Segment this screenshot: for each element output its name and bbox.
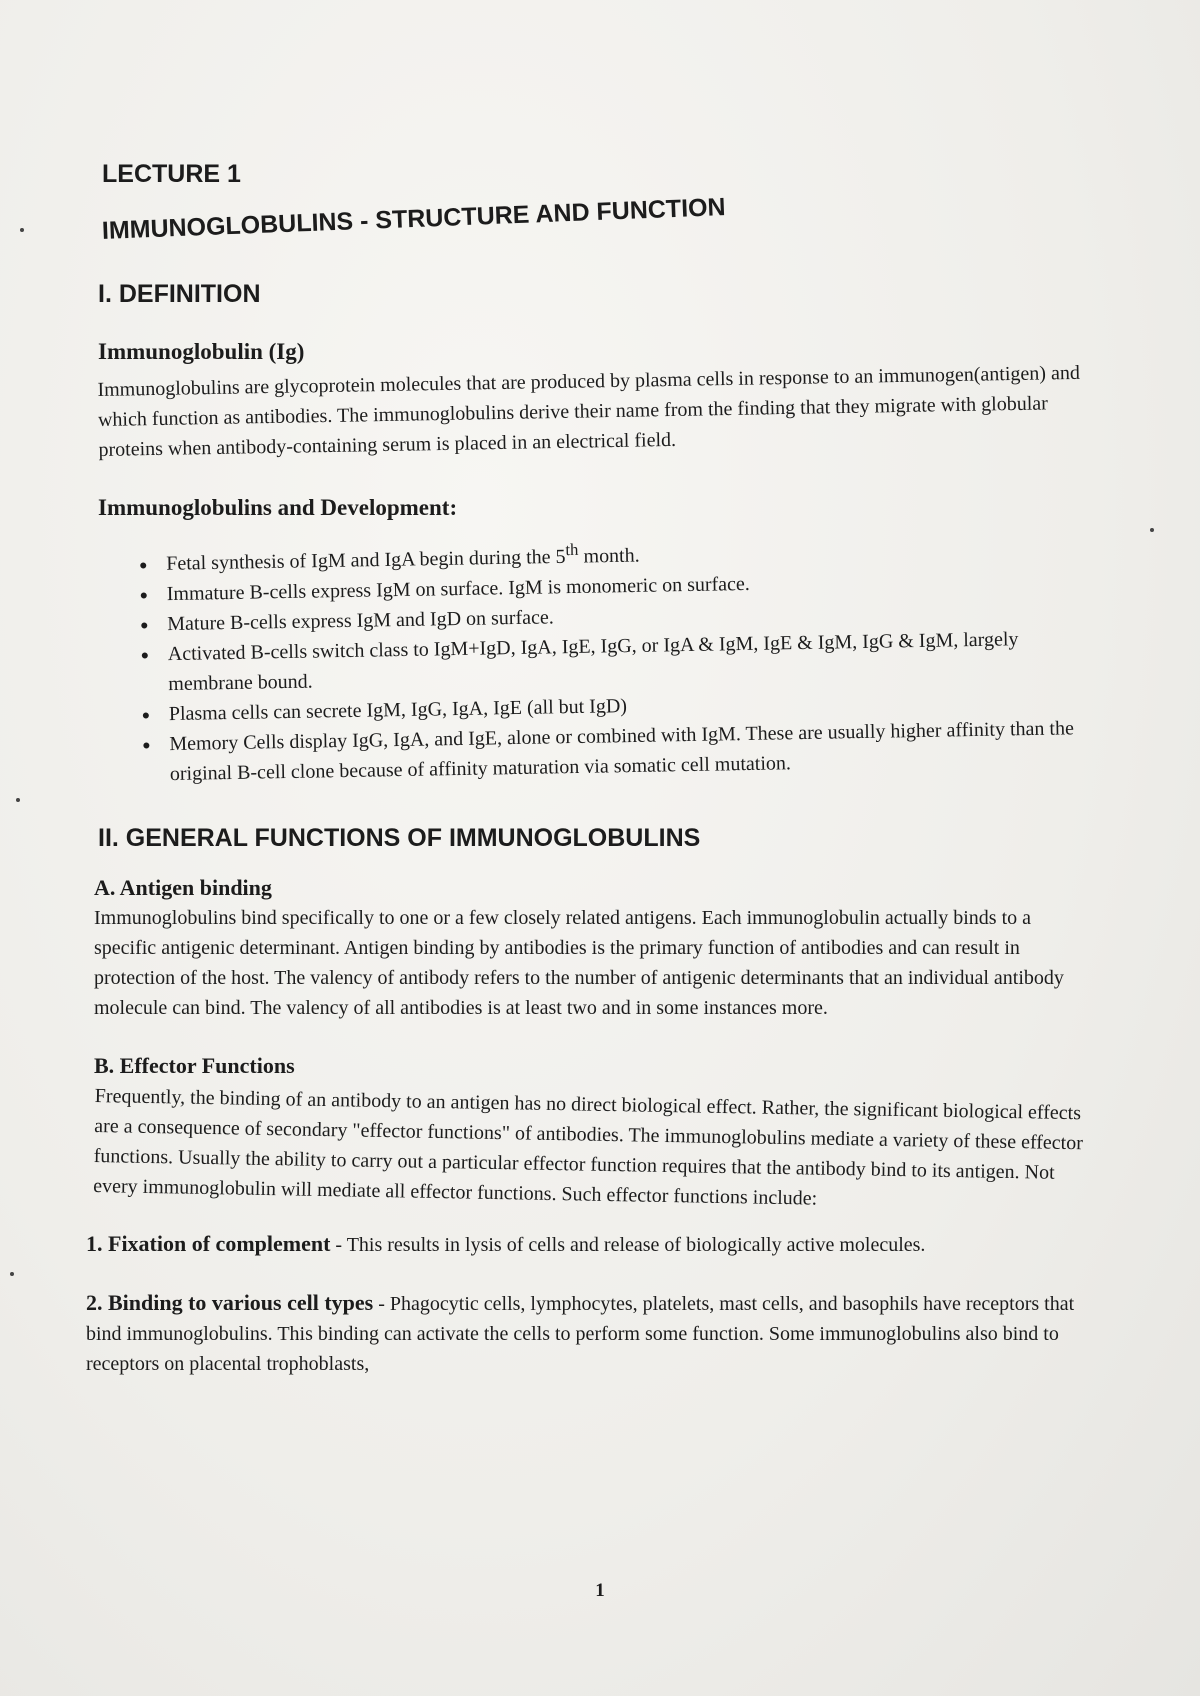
document-title: IMMUNOGLOBULINS - STRUCTURE AND FUNCTION <box>101 193 727 245</box>
document-content <box>86 160 1086 1379</box>
list-item: • Fetal synthesis of IgM and IgA begin during the 5th month. <box>158 526 1084 579</box>
page-number: 1 <box>595 1580 605 1601</box>
item-heading: 2. Binding to various cell types <box>86 1289 374 1315</box>
subheading-antigen-binding: A. Antigen binding <box>94 874 272 900</box>
lecture-label: LECTURE 1 <box>102 160 241 188</box>
effector-item-complement <box>86 1229 1086 1260</box>
item-text: - This results in lysis of cells and release of biologically active molecules. <box>330 1233 926 1256</box>
subheading-effector-functions: B. Effector Functions <box>94 1052 295 1078</box>
effector-functions-text: Frequently, the binding of an antibody to an antigen has no direct biological effect. Rather, the significant biological effects are a consequence of secondary "effector functions" of antibodies. The immunoglobulins mediate a variety of these effector functions. Usually the ability to carry out a particular effector function requires that the antibody bind to its antigen. Not every immunoglobulin will mediate all effector functions. Such effector functions include: <box>93 1084 1084 1210</box>
list-item: • Memory Cells display IgG, IgA, and IgE, alone or combined with IgM. These are usually higher affinity than the original B-cell clone because of affinity maturation via somatic cell mutation. <box>161 713 1088 789</box>
section-heading-definition: I. DEFINITION <box>98 280 261 308</box>
list-item: • Mature B-cells express IgM and IgD on surface. <box>159 593 1085 639</box>
item-text: - Phagocytic cells, lymphocytes, platelets, mast cells, and basophils have receptors that bind immunoglobulins. This binding can activate the cells to perform some function. Some immunoglobulins also bind to receptors on placental trophoblasts, <box>86 1292 1075 1375</box>
antigen-binding-text: Immunoglobulins bind specifically to one or a few closely related antigens. Each immunoglobulin actually binds to a specific antigenic determinant. Antigen binding by antibodies is the primary function of antibodies and can result in protection of the host. The valency of antibody refers to the number of antigenic determinants that an individual antibody molecule can bind. The valency of all antibodies is at least two and in some instances more. <box>94 906 1064 1019</box>
list-item: • Plasma cells can secrete IgM, IgG, IgA, IgE (all but IgD) <box>161 683 1087 729</box>
development-list <box>114 526 1088 790</box>
effector-item-cell-binding <box>86 1288 1086 1379</box>
section-heading-functions: II. GENERAL FUNCTIONS OF IMMUNOGLOBULINS <box>98 823 701 852</box>
speck <box>1150 528 1154 532</box>
speck <box>20 228 24 232</box>
list-item: • Immature B-cells express IgM on surface. IgM is monomeric on surface. <box>158 563 1084 609</box>
definition-paragraph: Immunoglobulins are glycoprotein molecules that are produced by plasma cells in response to an immunogen(antigen) and which function as antibodies. The immunoglobulins derive their name from the finding that they migrate with globular proteins when antibody-containing serum is placed in an electrical field. <box>97 361 1081 461</box>
list-item: • Activated B-cells switch class to IgM+IgD, IgA, IgE, IgG, or IgA & IgM, IgE & IgM, IgG & IgM, largely membrane bound. <box>160 623 1087 699</box>
speck <box>16 798 20 802</box>
subheading-immunoglobulin: Immunoglobulin (Ig) <box>98 339 305 364</box>
speck <box>10 1272 14 1276</box>
subheading-development: Immunoglobulins and Development: <box>98 495 458 520</box>
item-heading: 1. Fixation of complement <box>86 1230 331 1256</box>
